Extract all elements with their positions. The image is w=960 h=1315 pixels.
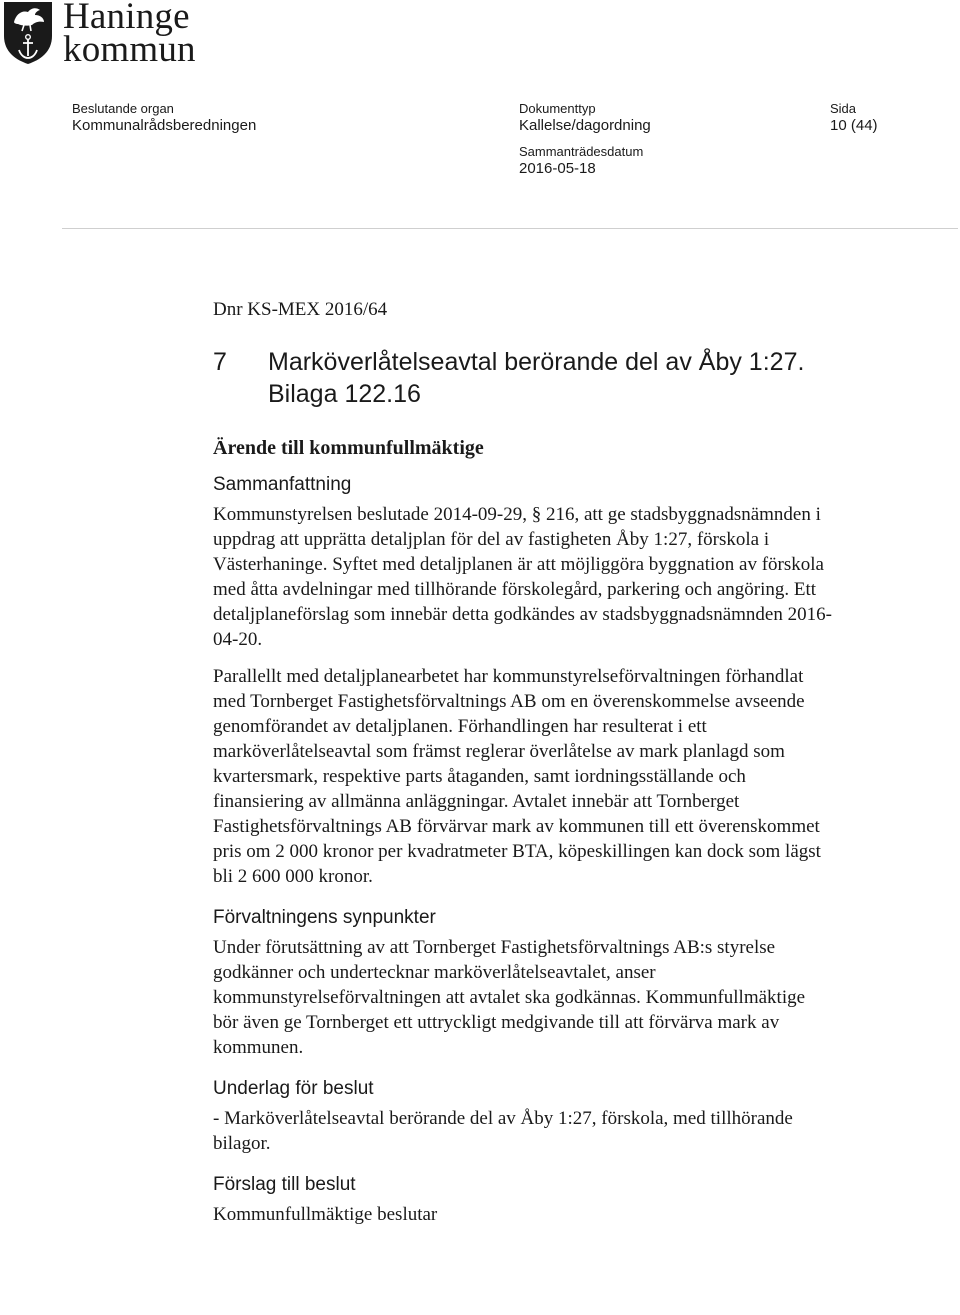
header-page — [830, 101, 878, 135]
administration-views-heading: Förvaltningens synpunkter — [213, 907, 436, 928]
document-body — [213, 298, 833, 1227]
logo-wordmark — [63, 0, 196, 70]
summary-paragraph-2: Parallellt med detaljplanearbetet har kommunstyrelseförvaltningen förhandlat med Tornberget Fastighetsförvaltnings AB om en överenskommelse avseende genomförandet av detaljplanen. Förhandlingen har resulterat i ett marköverlåtelseavtal som främst reglerar överlåtelse av mark planlagd som kvartersmark, respektive parts åtaganden, samt iordningsställande och finansiering av allmänna anläggningar. Avtalet innebär att Tornberget Fastighetsförvaltnings AB förvärvar mark av kommunen till ett överenskommet pris om 2 000 kronor per kvadratmeter BTA, köpeskillingen kan dock som lägst bli 2 600 000 kronor. — [213, 666, 821, 887]
item-number: 7 — [213, 348, 227, 376]
meeting-date-value: 2016-05-18 — [519, 160, 596, 177]
organ-value: Kommunalrådsberedningen — [72, 117, 257, 134]
doctype-label: Dokumenttyp — [519, 101, 596, 116]
decision-basis-paragraph: - Marköverlåtelseavtal berörande del av Åby 1:27, förskola, med tillhörande bilagor. — [213, 1108, 793, 1154]
diary-number: Dnr KS-MEX 2016/64 — [213, 299, 388, 320]
logo-line-1: Haninge — [63, 0, 190, 37]
item-title — [213, 346, 833, 410]
doctype-value: Kallelse/dagordning — [519, 117, 651, 134]
summary-heading: Sammanfattning — [213, 474, 352, 495]
administration-views-paragraph: Under förutsättning av att Tornberget Fastighetsförvaltnings AB:s styrelse godkänner och undertecknar marköverlåtelseavtalet, anser kommunstyrelseförvaltningen att avtalet ska godkännas. Kommunfullmäktige bör även ge Tornberget ett uttryckligt medgivande till att förvärva mark av kommunen. — [213, 937, 806, 1058]
page-label: Sida — [830, 101, 857, 116]
coat-of-arms-icon — [2, 0, 54, 66]
logo-line-2: kommun — [63, 29, 196, 70]
haninge-kommun-logo — [0, 0, 240, 72]
referral-heading: Ärende till kommunfullmäktige — [213, 437, 484, 459]
decision-proposal-heading: Förslag till beslut — [213, 1174, 356, 1195]
header-divider — [62, 228, 958, 229]
decision-proposal-paragraph: Kommunfullmäktige beslutar — [213, 1204, 438, 1225]
meeting-date-label: Sammanträdesdatum — [519, 144, 644, 159]
page-value: 10 (44) — [830, 117, 878, 134]
summary-paragraph-1: Kommunstyrelsen beslutade 2014-09-29, § 216, att ge stadsbyggnadsnämnden i uppdrag att upprätta detaljplan för del av fastigheten Åby 1:27, förskola i Västerhaninge. Syftet med detaljplanen är att möjliggöra byggnation av förskola med åtta avdelningar med tillhörande förskolegård, parkering och angöring. Ett detaljplaneförslag som innebär detta godkändes av stadsbyggnadsnämnden 2016-04-20. — [213, 504, 832, 650]
decision-basis-heading: Underlag för beslut — [213, 1078, 374, 1099]
header-organ — [72, 101, 256, 135]
header-meeting-date — [519, 144, 643, 178]
header-document-type — [519, 101, 651, 135]
organ-label: Beslutande organ — [72, 101, 174, 116]
item-title-text: Marköverlåtelseavtal berörande del av Åby 1:27. Bilaga 122.16 — [268, 348, 805, 408]
